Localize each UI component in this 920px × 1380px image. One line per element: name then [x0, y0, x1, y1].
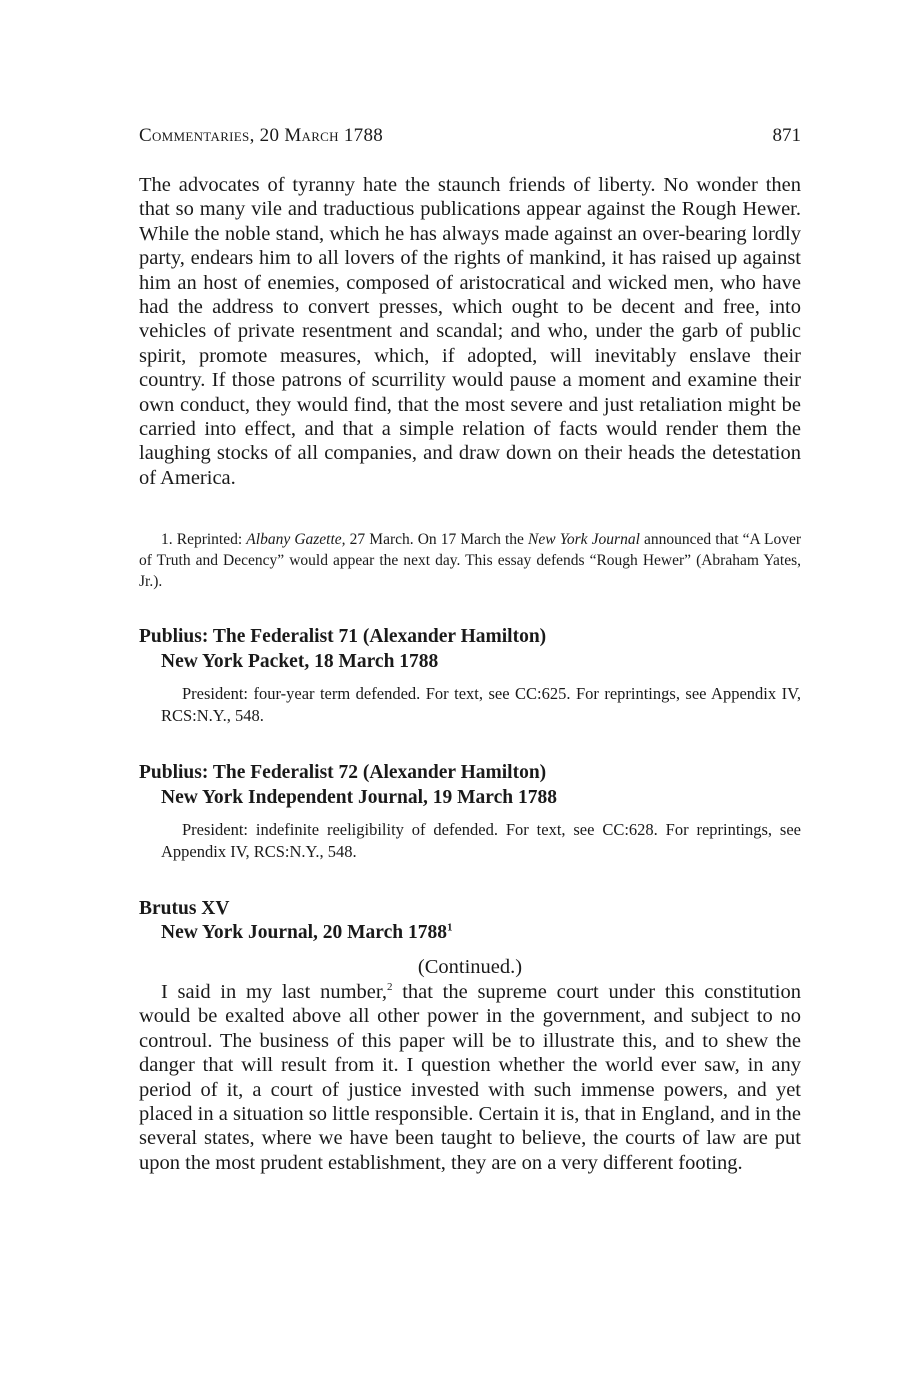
- brutus-heading: Brutus XV: [139, 898, 230, 919]
- brutus-subheading: [161, 920, 453, 945]
- footnote-1: [139, 529, 801, 592]
- brutus-subheading-text: New York Journal, 20 March 1788: [161, 922, 447, 943]
- body-paragraph-1: The advocates of tyranny hate the staunch friends of liberty. No wonder then that so many vile and traductious publications appear against the Rough Hewer. While the noble stand, which he has always made against an over-bearing lordly party, endears him to all lovers of the rights of mankind, it has raised up against him an host of enemies, composed of aristocratical and wicked men, who have had the address to convert presses, which ought to be decent and free, into vehicles of private resentment and scandal; and who, under the garb of public spirit, promote measures, which, if adopted, will inevitably enslave their country. If those patrons of scurrility would pause a moment and examine their own conduct, they would find, that the most severe and just retaliation might be carried into effect, and that a simple relation of facts would render them the laughing stocks of all companies, and draw down on their heads the detestation of America.: [139, 174, 801, 489]
- brutus-text-note: 2: [387, 981, 393, 994]
- footnote-1-rest: announced that “A Lover of Truth and Decency” would appear the next day. This essay defends “Rough Hewer” (Abraham Yates, Jr.).: [139, 531, 801, 590]
- footnote-1-source-2: New York Journal: [528, 531, 640, 548]
- entry-71-heading: Publius: The Federalist 71 (Alexander Hamilton): [139, 626, 547, 647]
- page-number: 871: [772, 125, 801, 146]
- footnote-1-source-1: Albany Gazette,: [246, 531, 346, 548]
- entry-71-subheading: New York Packet, 18 March 1788: [161, 651, 439, 672]
- continued-label: (Continued.): [417, 956, 523, 978]
- brutus-text-rest: that the supreme court under this constitution would be exalted above all other power in the government, and subject to no controul. The business of this paper will be to illustrate this, and to shew the danger that will result from it. I question whether the world ever saw, in any period of it, a court of justice invested with such immense powers, and yet placed in a situation so little responsible. Certain it is, that in England, and in the several states, where we have been taught to believe, the courts of law are put upon the most prudent establishment, they are on a very different footing.: [139, 981, 802, 1174]
- brutus-paragraph: [139, 980, 801, 1175]
- brutus-subheading-note: 1: [447, 921, 453, 934]
- entry-72-subheading: New York Independent Journal, 19 March 1788: [161, 787, 557, 808]
- entry-71-summary: President: four-year term defended. For text, see CC:625. For reprintings, see Appendix IV, RCS:N.Y., 548.: [161, 684, 801, 725]
- running-head: [139, 124, 801, 148]
- brutus-text-start: I said in my last number,: [161, 981, 387, 1003]
- footnote-1-mid: 27 March. On 17 March the: [345, 531, 529, 548]
- running-head-title: Commentaries, 20 March 1788: [139, 125, 384, 146]
- entry-72-heading: Publius: The Federalist 72 (Alexander Hamilton): [139, 762, 547, 783]
- entry-72-summary: President: indefinite reeligibility of defended. For text, see CC:628. For reprintings, see Appendix IV, RCS:N.Y., 548.: [161, 820, 801, 861]
- footnote-1-prefix: 1. Reprinted:: [161, 531, 247, 548]
